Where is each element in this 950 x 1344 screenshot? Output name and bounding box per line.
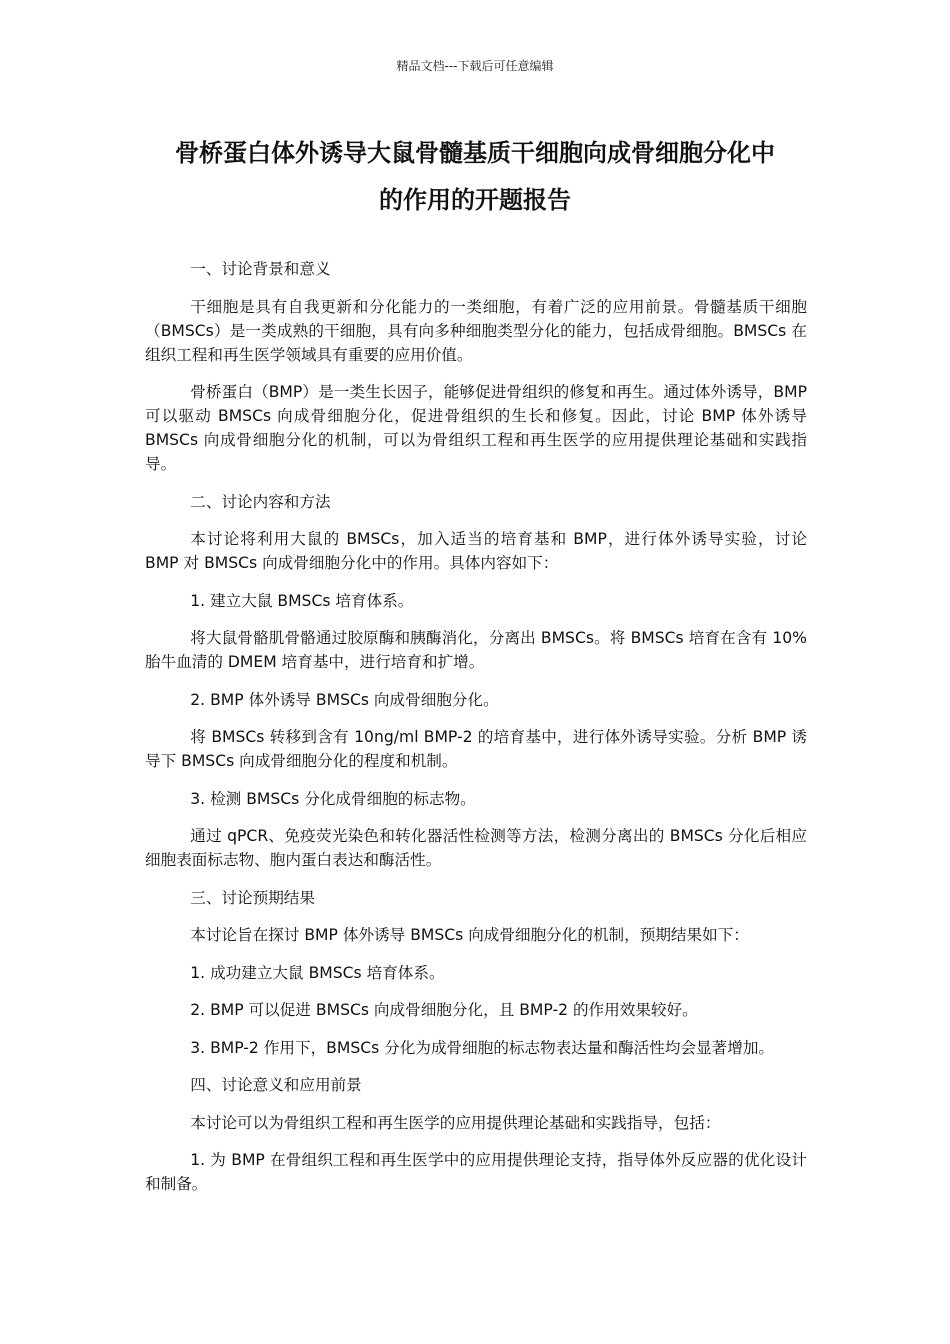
paragraph-expected-intro: 本讨论旨在探讨 BMP 体外诱导 BMSCs 向成骨细胞分化的机制，预期结果如下： bbox=[190, 926, 749, 944]
item-1-text: 将大鼠骨骼肌骨骼通过胶原酶和胰酶消化，分离出 BMSCs。将 BMSCs 培育在含有 10%胎牛血清的 DMEM 培育基中，进行培育和扩增。 bbox=[145, 629, 807, 671]
header-note: 精品文档---下载后可任意编辑 bbox=[396, 59, 554, 73]
result-item-1: 1. 成功建立大鼠 BMSCs 培育体系。 bbox=[190, 963, 445, 982]
title-line-2: 的作用的开题报告 bbox=[379, 186, 571, 214]
section-heading-significance: 四、讨论意义和应用前景 bbox=[190, 1076, 362, 1094]
paragraph-stem-cells: 干细胞是具有自我更新和分化能力的一类细胞，有着广泛的应用前景。骨髓基质干细胞（BMSCs）是一类成熟的干细胞，具有向多种细胞类型分化的能力，包括成骨细胞。BMSCs 在组织工程和再生医学领域具有重要的应用价值。 bbox=[145, 297, 807, 364]
item-1-heading: 1. 建立大鼠 BMSCs 培育体系。 bbox=[190, 591, 414, 610]
title-line-1: 骨桥蛋白体外诱导大鼠骨髓基质干细胞向成骨细胞分化中 bbox=[175, 139, 775, 167]
document-title bbox=[130, 130, 820, 224]
paragraph-significance-intro: 本讨论可以为骨组织工程和再生医学的应用提供理论基础和实践指导，包括： bbox=[190, 1113, 721, 1132]
significance-item-1: 1. 为 BMP 在骨组织工程和再生医学中的应用提供理论支持，指导体外反应器的优化设计和制备。 bbox=[145, 1151, 807, 1193]
item-3-heading: 3. 检测 BMSCs 分化成骨细胞的标志物。 bbox=[190, 789, 476, 808]
item-3-text: 通过 qPCR、免疫荧光染色和转化器活性检测等方法，检测分离出的 BMSCs 分化后相应细胞表面标志物、胞内蛋白表达和酶活性。 bbox=[145, 827, 807, 869]
paragraph-study-overview: 本讨论将利用大鼠的 BMSCs，加入适当的培育基和 BMP，进行体外诱导实验，讨论 BMP 对 BMSCs 向成骨细胞分化中的作用。具体内容如下： bbox=[145, 530, 807, 572]
section-heading-background: 一、讨论背景和意义 bbox=[190, 260, 331, 278]
item-2-text: 将 BMSCs 转移到含有 10ng/ml BMP-2 的培育基中，进行体外诱导实验。分析 BMP 诱导下 BMSCs 向成骨细胞分化的程度和机制。 bbox=[145, 728, 807, 770]
item-2-heading: 2. BMP 体外诱导 BMSCs 向成骨细胞分化。 bbox=[190, 690, 499, 709]
result-item-2: 2. BMP 可以促进 BMSCs 向成骨细胞分化，且 BMP-2 的作用效果较好。 bbox=[190, 1001, 698, 1019]
section-heading-content-methods: 二、讨论内容和方法 bbox=[190, 492, 331, 511]
document-body bbox=[145, 257, 807, 1210]
paragraph-bmp: 骨桥蛋白（BMP）是一类生长因子，能够促进骨组织的修复和再生。通过体外诱导，BMP 可以驱动 BMSCs 向成骨细胞分化，促进骨组织的生长和修复。因此，讨论 BMP 体外诱导 BMSCs 向成骨细胞分化的机制，可以为骨组织工程和再生医学的应用提供理论基础和实践指导。 bbox=[145, 383, 807, 473]
result-item-3: 3. BMP-2 作用下，BMSCs 分化为成骨细胞的标志物表达量和酶活性均会显著增加。 bbox=[190, 1038, 775, 1057]
section-heading-expected-results: 三、讨论预期结果 bbox=[190, 888, 315, 907]
